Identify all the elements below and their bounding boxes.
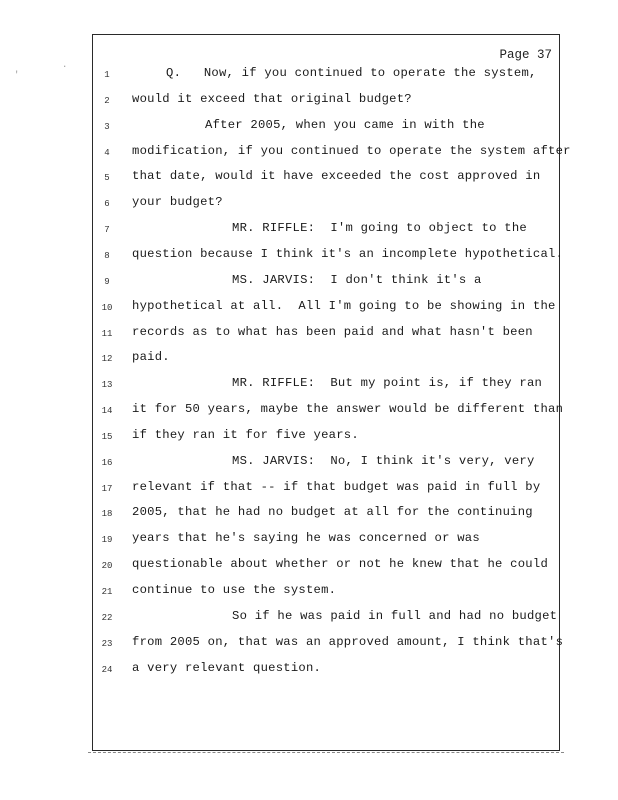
line-text: a very relevant question. (132, 660, 322, 675)
transcript-line (0, 66, 618, 88)
line-number: 11 (101, 328, 113, 339)
transcript-line (0, 144, 618, 166)
line-number: 13 (101, 380, 113, 391)
transcript-line (0, 350, 618, 372)
transcript-line (0, 557, 618, 579)
line-text: it for 50 years, maybe the answer would be different than (132, 402, 564, 417)
line-number: 16 (101, 457, 113, 468)
line-number: 4 (104, 147, 110, 158)
transcript-line (0, 273, 618, 295)
line-text: if they ran it for five years. (132, 427, 359, 442)
line-number: 6 (104, 199, 110, 210)
line-text: years that he's saying he was concerned or was (132, 531, 480, 546)
line-number: 9 (104, 276, 110, 287)
page-number: Page 37 (499, 48, 552, 62)
transcript-line (0, 221, 618, 243)
line-text: After 2005, when you came in with the (205, 117, 485, 132)
line-number: 20 (101, 561, 113, 572)
transcript-line (0, 299, 618, 321)
line-number: 3 (104, 121, 110, 132)
transcript-line (0, 92, 618, 114)
line-number: 17 (101, 483, 113, 494)
line-number: 2 (104, 95, 110, 106)
line-text: that date, would it have exceeded the cost approved in (132, 169, 541, 184)
line-text: 2005, that he had no budget at all for the continuing (132, 505, 533, 520)
line-number: 18 (101, 509, 113, 520)
line-text: Q. Now, if you continued to operate the system, (166, 66, 537, 80)
transcript-line (0, 195, 618, 217)
line-text: hypothetical at all. All I'm going to be showing in the (132, 298, 556, 313)
line-text: MR. RIFFLE: I'm going to object to the (232, 221, 527, 236)
transcript-line (0, 505, 618, 527)
line-text: MR. RIFFLE: But my point is, if they ran (232, 376, 543, 391)
line-text: modification, if you continued to operate the system after (132, 143, 571, 158)
line-text: So if he was paid in full and had no budget (232, 608, 558, 623)
line-number: 10 (101, 302, 113, 313)
transcript-line (0, 118, 618, 140)
transcript-line (0, 454, 618, 476)
transcript-line (0, 376, 618, 398)
line-text: questionable about whether or not he knew that he could (132, 557, 549, 572)
line-number: 15 (101, 431, 113, 442)
line-text: paid. (132, 350, 170, 365)
transcript-line (0, 169, 618, 191)
line-number: 5 (104, 173, 110, 184)
transcript-line (0, 635, 618, 657)
bottom-rule (88, 752, 564, 753)
transcript-line (0, 325, 618, 347)
line-text: continue to use the system. (132, 583, 337, 597)
transcript-line (0, 531, 618, 553)
line-number: 1 (104, 70, 110, 80)
margin-mark: . (62, 60, 68, 70)
transcript-line (0, 480, 618, 502)
line-number: 12 (101, 354, 113, 365)
line-number: 19 (101, 535, 113, 546)
line-text: MS. JARVIS: No, I think it's very, very (232, 453, 535, 468)
line-number: 23 (101, 638, 113, 649)
transcript-line (0, 583, 618, 605)
transcript-line (0, 402, 618, 424)
line-text: your budget? (132, 195, 223, 210)
line-number: 14 (101, 406, 113, 417)
line-text: relevant if that -- if that budget was paid in full by (132, 479, 541, 494)
line-text: would it exceed that original budget? (132, 91, 412, 106)
margin-mark: ' (14, 70, 20, 80)
line-text: records as to what has been paid and what hasn't been (132, 324, 533, 339)
transcript-line (0, 247, 618, 269)
line-number: 24 (101, 664, 113, 675)
transcript-line (0, 661, 618, 683)
line-text: question because I think it's an incomplete hypothetical. (132, 246, 564, 261)
line-number: 8 (104, 250, 110, 261)
transcript-line (0, 428, 618, 450)
line-number: 7 (104, 225, 110, 236)
transcript-line (0, 609, 618, 631)
line-number: 21 (101, 587, 113, 597)
line-number: 22 (101, 612, 113, 623)
line-text: from 2005 on, that was an approved amount, I think that's (132, 634, 564, 649)
line-text: MS. JARVIS: I don't think it's a (232, 272, 482, 287)
